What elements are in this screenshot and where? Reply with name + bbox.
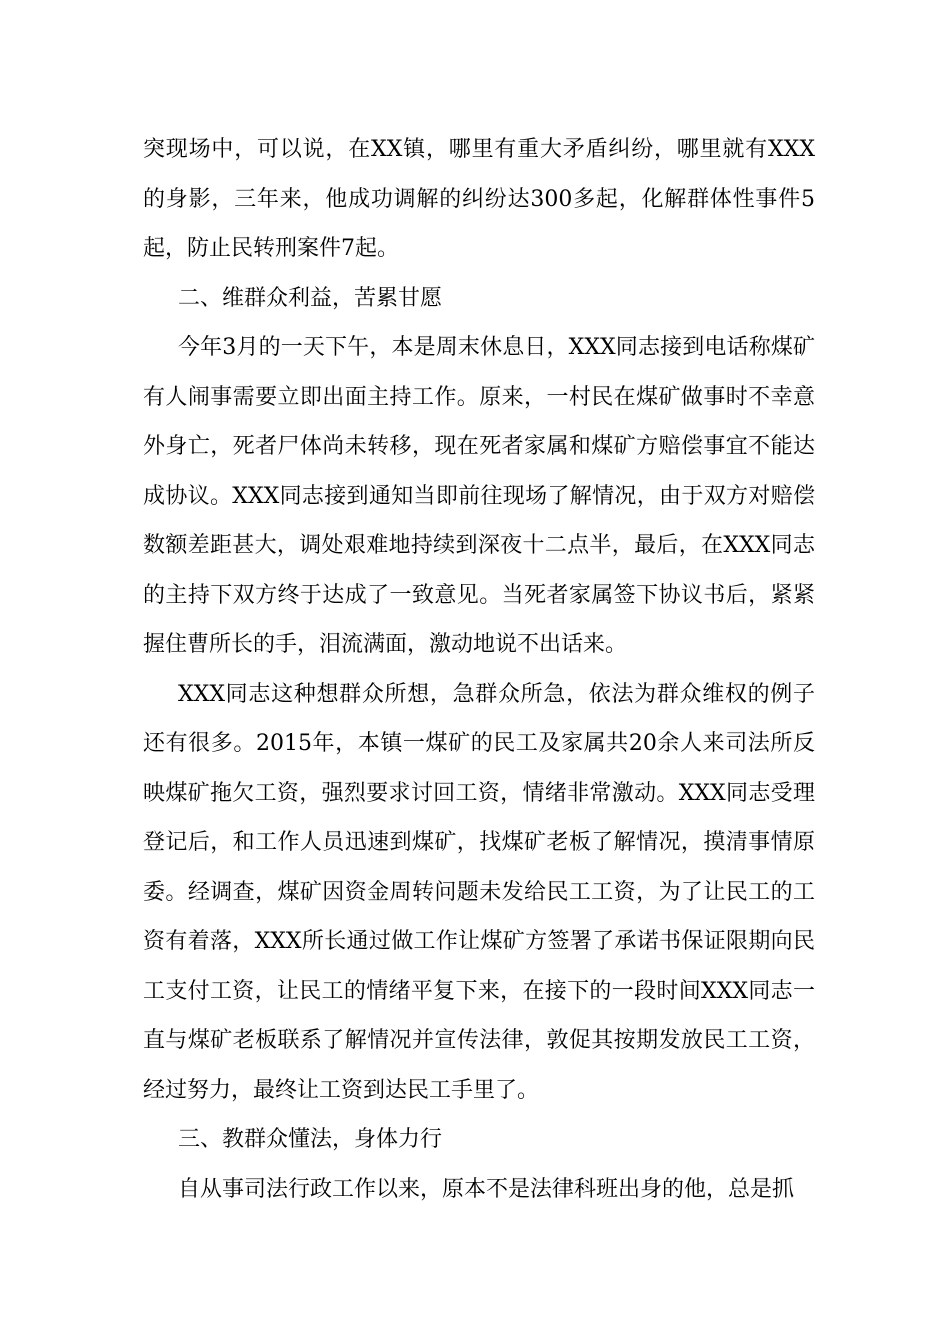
- paragraph-coal-mine-dispute: 今年3月的一天下午，本是周末休息日，XXX同志接到电话称煤矿有人闹事需要立即出面主持工作。原来，一村民在煤矿做事时不幸意外身亡，死者尸体尚未转移，现在死者家属和煤矿方赔偿事宜不能达成协议。XXX同志接到通知当即前往现场了解情况，由于双方对赔偿数额差距甚大，调处艰难地持续到深夜十二点半，最后，在XXX同志的主持下双方终于达成了一致意见。当死者家属签下协议书后，紧紧握住曹所长的手，泪流满面，激动地说不出话来。: [143, 335, 815, 657]
- section-heading-three: 三、教群众懂法，身体力行: [178, 1127, 443, 1152]
- paragraph-wage-arrears: XXX同志这种想群众所想，急群众所急，依法为群众维权的例子还有很多。2015年，本镇一煤矿的民工及家属共20余人来司法所反映煤矿拖欠工资，强烈要求讨回工资，情绪非常激动。XXX同志受理登记后，和工作人员迅速到煤矿，找煤矿老板了解情况，摸清事情原委。经调查，煤矿因资金周转问题未发给民工工资，为了让民工的工资有着落，XXX所长通过做工作让煤矿方签署了承诺书保证限期向民工支付工资，让民工的情绪平复下来，在接下的一段时间XXX同志一直与煤矿老板联系了解情况并宣传法律，敦促其按期发放民工工资，经过努力，最终让工资到达民工手里了。: [143, 681, 815, 1103]
- paragraph-legal-work: 自从事司法行政工作以来，原本不是法律科班出身的他，总是抓: [178, 1176, 795, 1202]
- section-heading-two: 二、维群众利益，苦累甘愿: [178, 285, 443, 311]
- paragraph-continuation: 突现场中，可以说，在XX镇，哪里有重大矛盾纠纷，哪里就有XXX的身影，三年来，他成功调解的纠纷达300多起，化解群体性事件5起，防止民转刑案件7起。: [143, 137, 815, 261]
- document-body: [143, 125, 815, 1214]
